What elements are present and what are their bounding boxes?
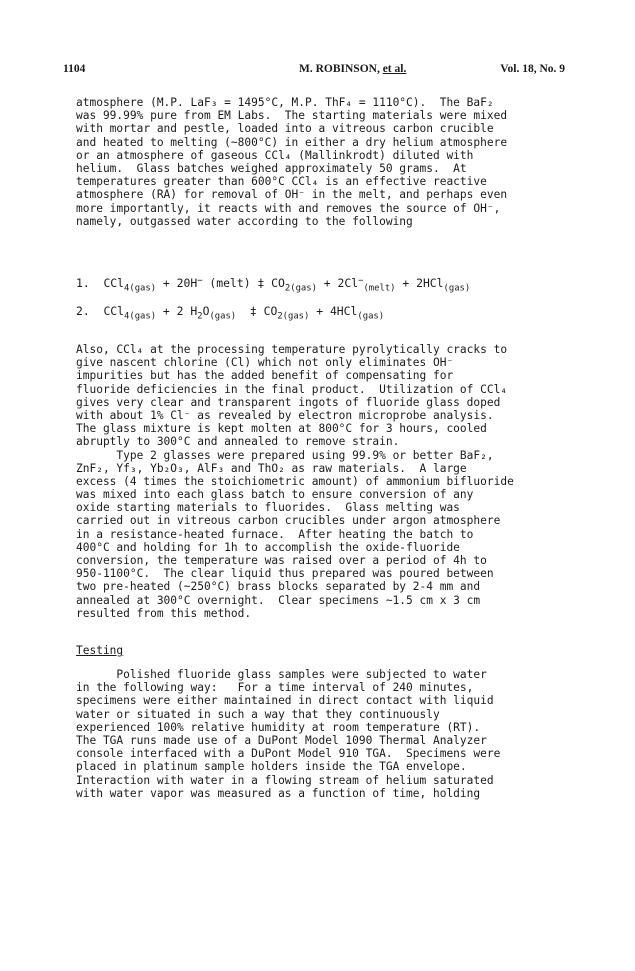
text-line: temperatures greater than 600°C CCl₄ is an effective reactive bbox=[76, 175, 487, 189]
text-line: atmosphere (M.P. LaF₃ = 1495°C, M.P. ThF₄ = 1110°C). The BaF₂ bbox=[76, 96, 494, 109]
paragraph-ccl4-type2 bbox=[76, 343, 576, 620]
text-line: excess (4 times the stoichiometric amount) of ammonium bifluoride bbox=[76, 474, 514, 488]
volume-issue: Vol. 18, No. 9 bbox=[500, 63, 565, 75]
text-line: impurities but has the added benefit of compensating for bbox=[76, 369, 454, 383]
text-line: Type 2 glasses were prepared using 99.9% or better BaF₂, bbox=[76, 448, 494, 462]
text-line: namely, outgassed water according to the following bbox=[76, 214, 413, 228]
text-line: two pre-heated (~250°C) brass blocks separated by 2-4 mm and bbox=[76, 580, 481, 594]
text-line: 400°C and holding for 1h to accomplish the oxide-fluoride bbox=[76, 540, 460, 554]
text-line: Also, CCl₄ at the processing temperature pyrolytically cracks to bbox=[76, 343, 508, 356]
text-line: with water vapor was measured as a function of time, holding bbox=[76, 786, 481, 800]
paragraph-atmosphere bbox=[76, 96, 576, 228]
text-line: console interfaced with a DuPont Model 910 TGA. Specimens were bbox=[76, 747, 501, 761]
running-author bbox=[299, 63, 406, 76]
equilibrium-arrow: ‡ bbox=[250, 276, 272, 290]
text-line: was mixed into each glass batch to ensure conversion of any bbox=[76, 488, 474, 502]
section-heading-testing: Testing bbox=[76, 644, 124, 657]
page-number: 1104 bbox=[63, 63, 86, 75]
text-line: in a resistance-heated furnace. After heating the batch to bbox=[76, 527, 474, 541]
text-line: gives very clear and transparent ingots of fluoride glass doped bbox=[76, 395, 501, 409]
paragraph-testing bbox=[76, 668, 576, 800]
text-line: or an atmosphere of gaseous CCl₄ (Mallinkrodt) diluted with bbox=[76, 148, 474, 162]
text-line: conversion, the temperature was raised over a period of 4h to bbox=[76, 554, 487, 567]
text-line: The glass mixture is kept molten at 800°C for 3 hours, cooled bbox=[76, 422, 487, 436]
text-line: more importantly, it reacts with and removes the source of OH⁻, bbox=[76, 201, 501, 215]
equation-1: 1. CCl$_{4(gas)}$ + 20H− (melt) ‡ $CO_{2(gas)} + 2Cl^-_{(melt)} + 2HCl_{(gas)}$ bbox=[76, 276, 471, 294]
text-line: with mortar and pestle, loaded into a vitreous carbon crucible bbox=[76, 122, 494, 136]
text-line: ZnF₂, Yf₃, Yb₂O₃, AlF₃ and ThO₂ as raw materials. A large bbox=[76, 461, 467, 475]
text-line: annealed at 300°C overnight. Clear specimens ~1.5 cm x 3 cm bbox=[76, 593, 481, 607]
text-line: with about 1% Cl⁻ as revealed by electron microprobe analysis. bbox=[76, 408, 494, 422]
text-line: resulted from this method. bbox=[76, 606, 252, 620]
text-line: experienced 100% relative humidity at room temperature (RT). bbox=[76, 720, 481, 734]
text-line: give nascent chlorine (Cl) which not only eliminates OH⁻ bbox=[76, 356, 454, 370]
text-line: abruptly to 300°C and annealed to remove strain. bbox=[76, 435, 400, 449]
equation-2: 2. CCl$_{4(gas)}$ + 2 $H_2O_{(gas)}$ ‡ $CO_{2(gas)} + 4HCl_{(gas)}$ bbox=[76, 304, 385, 322]
equation-number: 2. bbox=[76, 304, 90, 318]
text-line: and heated to melting (~800°C) in either a dry helium atmosphere bbox=[76, 135, 508, 149]
text-line: in the following way: For a time interval of 240 minutes, bbox=[76, 681, 474, 695]
text-line: 950-1100°C. The clear liquid thus prepared was poured between bbox=[76, 567, 494, 581]
text-line: carried out in vitreous carbon crucibles under argon atmosphere bbox=[76, 514, 501, 528]
equation-number: 1. bbox=[76, 276, 90, 290]
text-line: water or situated in such a way that they continuously bbox=[76, 707, 440, 721]
text-line: fluoride deficiencies in the final product. Utilization of CCl₄ bbox=[76, 382, 508, 396]
text-line: was 99.99% pure from EM Labs. The starting materials were mixed bbox=[76, 109, 508, 123]
text-line: Polished fluoride glass samples were subjected to water bbox=[76, 668, 487, 681]
text-line: Interaction with water in a flowing stream of helium saturated bbox=[76, 773, 494, 787]
text-line: placed in platinum sample holders inside the TGA envelope. bbox=[76, 760, 467, 774]
text-line: helium. Glass batches weighed approximately 50 grams. At bbox=[76, 161, 467, 175]
author-etal: et al. bbox=[382, 63, 407, 75]
running-header bbox=[63, 63, 565, 77]
text-line: atmosphere (RA) for removal of OH⁻ in the melt, and perhaps even bbox=[76, 188, 508, 202]
text-line: oxide starting materials to fluorides. Glass melting was bbox=[76, 501, 460, 515]
text-line: specimens were either maintained in direct contact with liquid bbox=[76, 694, 494, 708]
equilibrium-arrow: ‡ bbox=[236, 304, 264, 318]
text-line: The TGA runs made use of a DuPont Model 1090 Thermal Analyzer bbox=[76, 733, 487, 747]
author-name: M. ROBINSON, bbox=[299, 63, 380, 75]
